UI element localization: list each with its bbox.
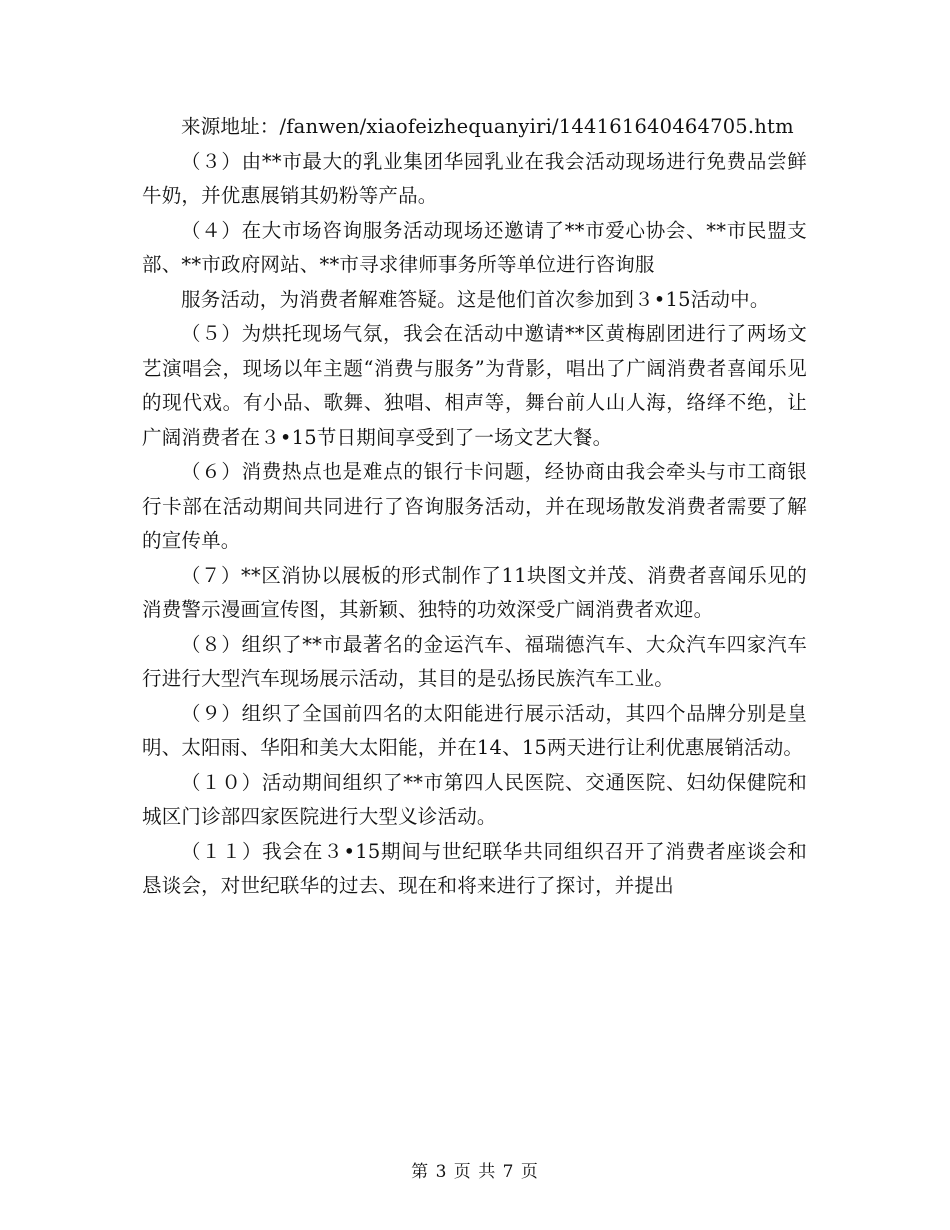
document-body	[142, 110, 807, 904]
paragraph-10: （１０）活动期间组织了**市第四人民医院、交通医院、妇幼保健院和城区门诊部四家医院进行大型义诊活动。	[142, 770, 807, 828]
paragraph-7: （７）**区消协以展板的形式制作了11块图文并茂、消费者喜闻乐见的消费警示漫画宣传图，其新颖、独特的功效深受广阔消费者欢迎。	[142, 563, 807, 621]
paragraph-source-address: 来源地址：/fanwen/xiaofeizhequanyiri/144161640464705.htm	[181, 115, 794, 138]
paragraph-3: （３）由**市最大的乳业集团华园乳业在我会活动现场进行免费品尝鲜牛奶，并优惠展销其奶粉等产品。	[142, 149, 807, 207]
paragraph-5: （５）为烘托现场气氛，我会在活动中邀请**区黄梅剧团进行了两场文艺演唱会，现场以年主题“消费与服务”为背影，唱出了广阔消费者喜闻乐见的现代戏。有小品、歌舞、独唱、相声等，舞台前人山人海，络绎不绝，让广阔消费者在３•15节日期间享受到了一场文艺大餐。	[142, 322, 807, 449]
paragraph-6: （６）消费热点也是难点的银行卡问题，经协商由我会牵头与市工商银行卡部在活动期间共同进行了咨询服务活动，并在现场散发消费者需要了解的宣传单。	[142, 460, 807, 552]
paragraph-4-continued: 服务活动，为消费者解难答疑。这是他们首次参加到３•15活动中。	[181, 287, 770, 311]
paragraph-9: （９）组织了全国前四名的太阳能进行展示活动，其四个品牌分别是皇明、太阳雨、华阳和美大太阳能，并在14、15两天进行让利优惠展销活动。	[142, 701, 807, 759]
paragraph-8: （８）组织了**市最著名的金运汽车、福瑞德汽车、大众汽车四家汽车行进行大型汽车现场展示活动，其目的是弘扬民族汽车工业。	[142, 632, 807, 690]
paragraph-4: （４）在大市场咨询服务活动现场还邀请了**市爱心协会、**市民盟支部、**市政府网站、**市寻求律师事务所等单位进行咨询服	[142, 218, 807, 276]
page-number-footer: 第 3 页 共 7 页	[411, 1162, 539, 1182]
paragraph-11: （１１）我会在３•15期间与世纪联华共同组织召开了消费者座谈会和恳谈会，对世纪联华的过去、现在和将来进行了探讨，并提出	[142, 839, 807, 897]
